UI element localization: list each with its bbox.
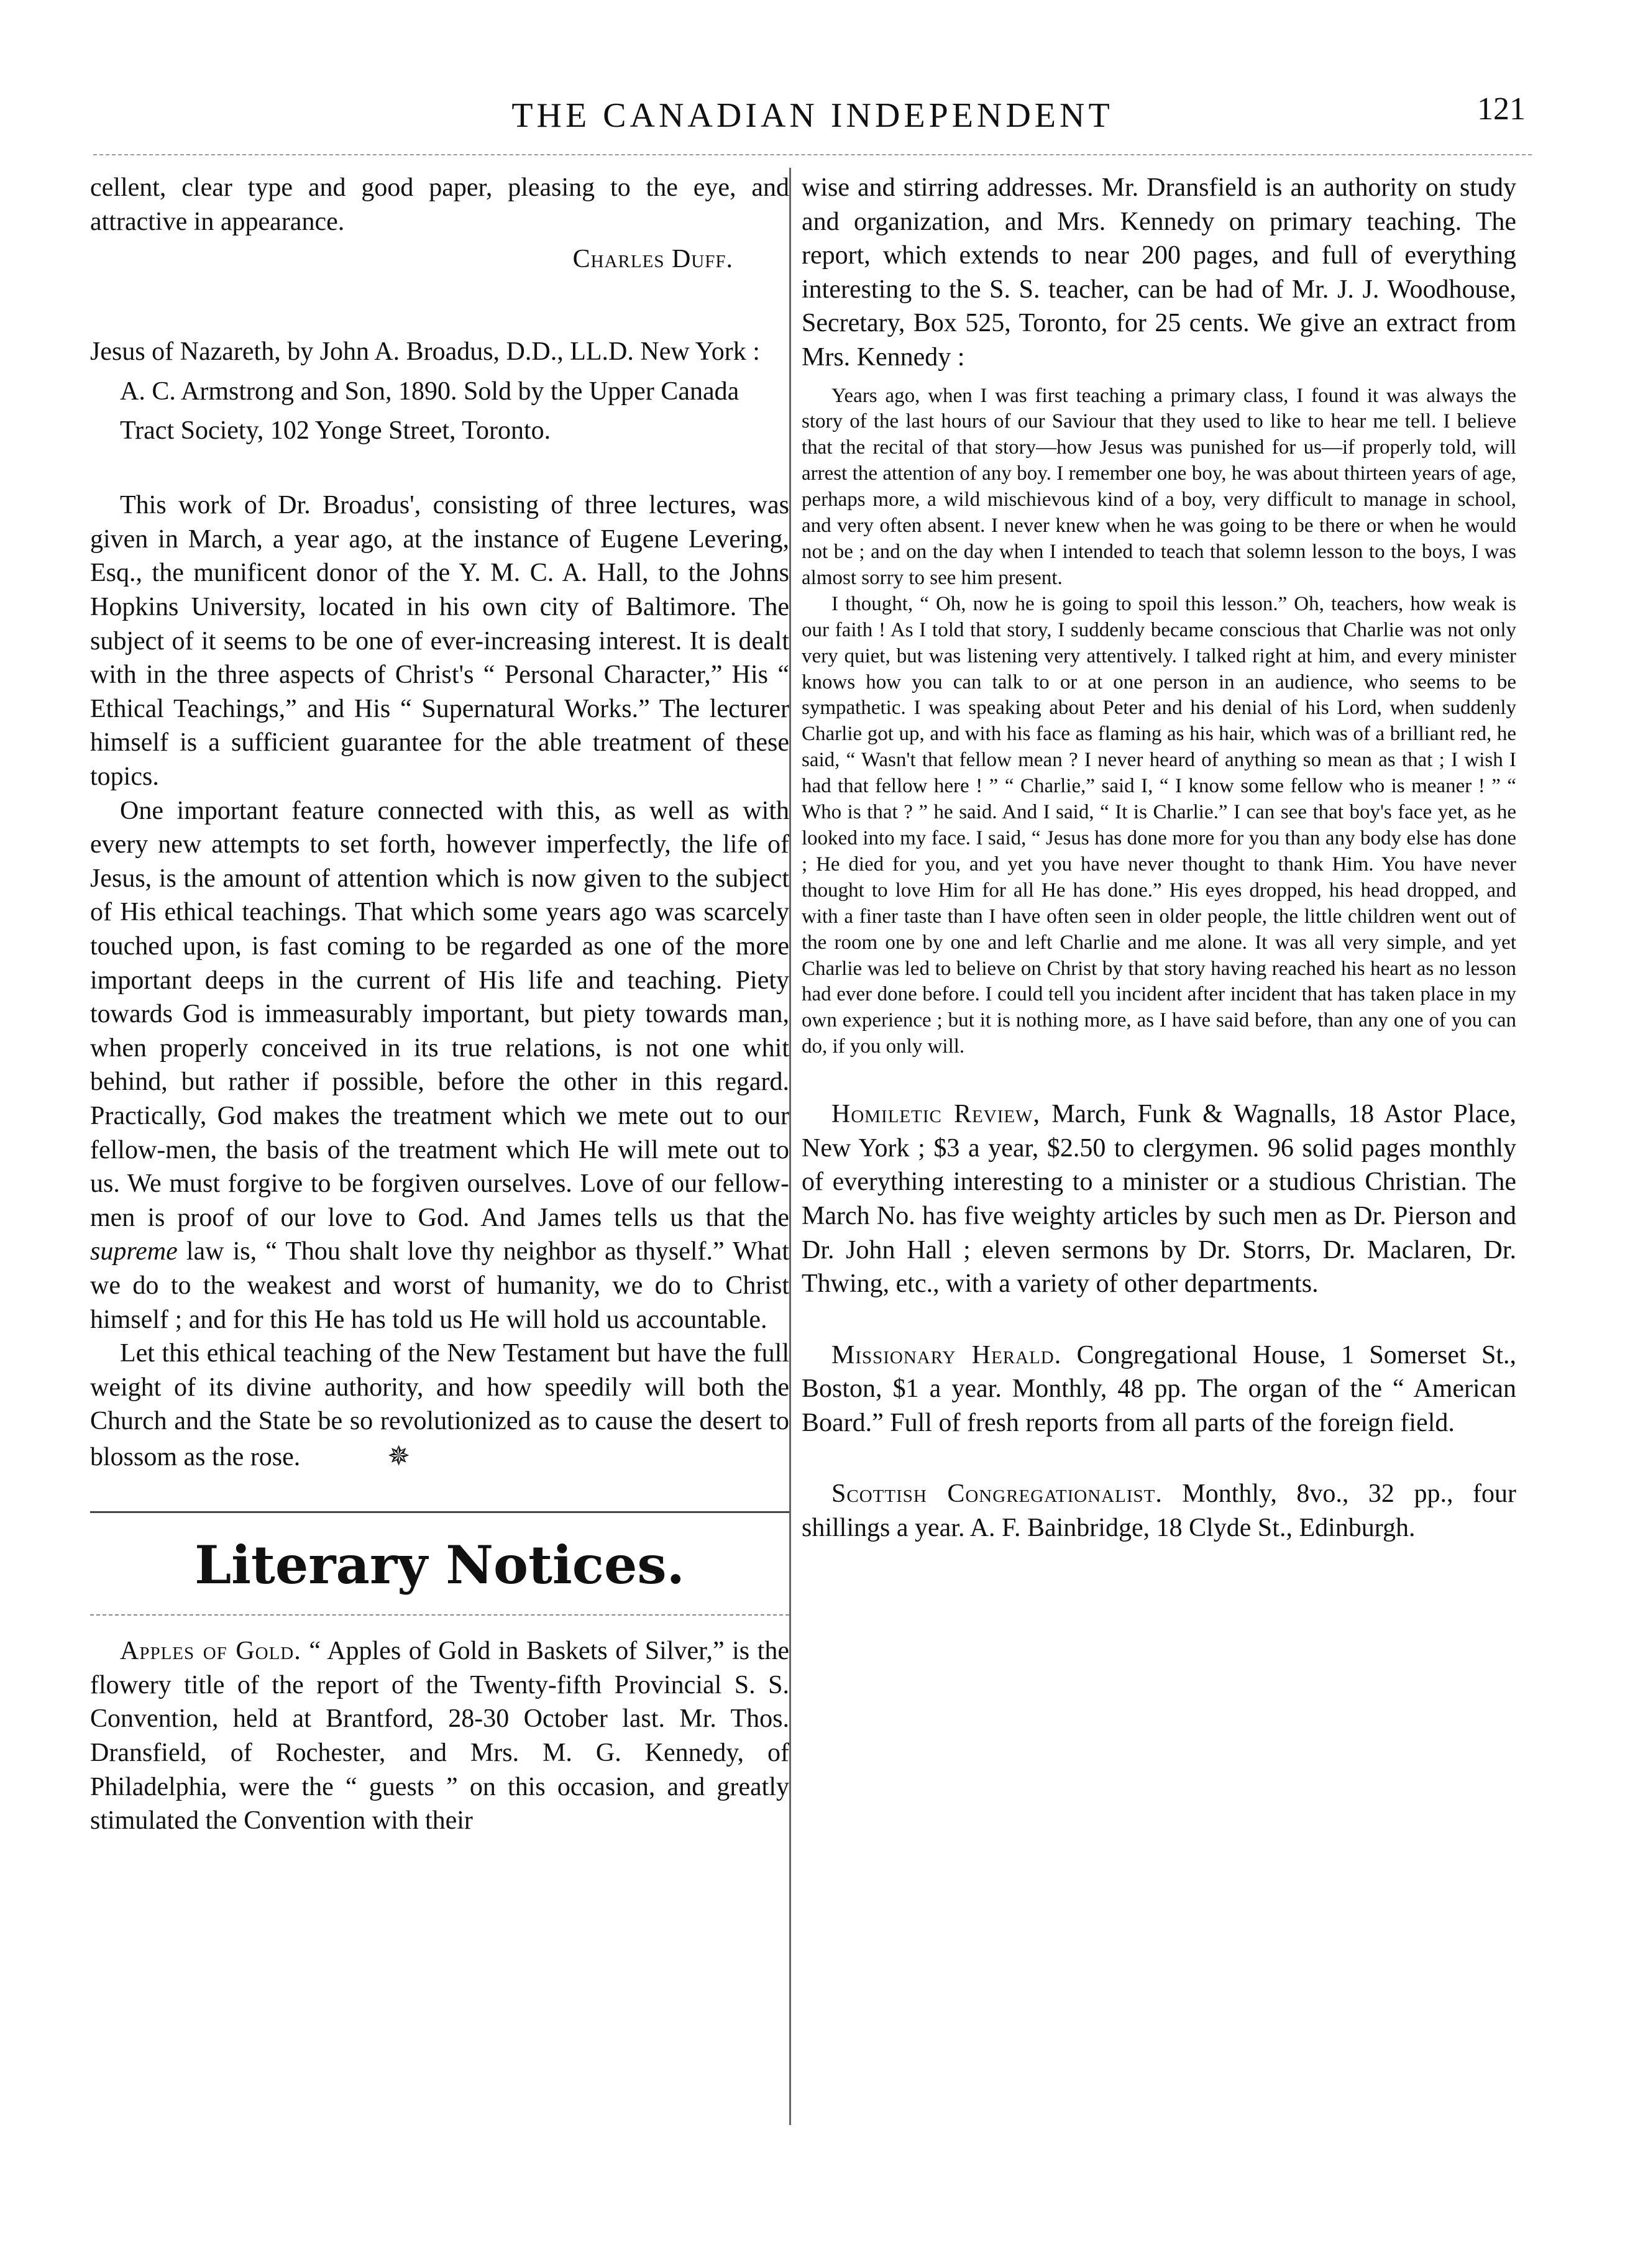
ornament-icon: ✵ [387,1440,411,1471]
book-entry: Jesus of Nazareth, by John A. Broadus, D.D., LL.D. New York : A. C. Armstrong and Son, 1890. Sold by the Upper Canada Tract Society, 102 Yonge Street, Toronto. [90,337,760,446]
paragraph-2-part-2: law is, “ Thou shalt love thy neighbor as thyself.” What we do to the weakest and worst of humanity, we do to Christ himself ; and for this He has told us He will hold us accountable. [90,1237,789,1334]
spacer [802,1440,1516,1477]
section-rule [90,1511,789,1513]
quote-paragraph-1: Years ago, when I was first teaching a primary class, I found it was always the story of the last hours of our Saviour that they used to like to hear me tell. I believe that the recital of that story—how Jesus was punished for us—if properly told, will arrest the attention of any boy. I remember one boy, he was about thirteen years of age, perhaps more, a wild mischievous kind of a boy, very difficult to manage in school, and very often absent. I never knew when he was going to be there or when he would not be ; and on the day when I intended to teach that solemn lesson to the boys, I was almost sorry to see him present. [802,384,1516,589]
opening-paragraph: cellent, clear type and good paper, pleasing to the eye, and attractive in appearance. [90,173,789,236]
homiletic-notice [802,1097,1516,1301]
scottish-text: Monthly, 8vo., 32 pp., four shillings a year. A. F. Bainbridge, 18 Clyde St., Edinburgh. [802,1479,1516,1543]
paragraph-2-part-1: One important feature connected with this, as well as with every new attempts to set forth, however imperfectly, the life of Jesus, is the amount of attention which is now given to the subject of His ethical teachings. That which some years ago was scarcely touched upon, is fast coming to be regarded as one of the more important deeps in the current of His life and teaching. Piety towards God is immeasurably important, but piety towards man, when properly conceived in its true relations, is not one whit behind, but rather if possible, before the other in this regard. Practically, God makes the treatment which we mete out to our fellow-men, the basis of the treatment which He will mete out to us. We must forgive to be forgiven ourselves. Love of our fellow-men is proof of our love to God. And James tells us that the [90,796,789,1232]
quote-paragraph-2: I thought, “ Oh, now he is going to spoil this lesson.” Oh, teachers, how weak is our faith ! As I told that story, I suddenly became conscious that Charlie was not only very quiet, but was listening very attentively. I talked right at him, and every minister knows how you can talk to or at one person in an audience, who seems to be sympathetic. I was speaking about Peter and his denial of his Lord, when suddenly Charlie got up, and with his face as flaming as his hair, which was of a brilliant red, he said, “ Wasn't that fellow mean ? I never heard of anything so mean as that ; I wish I had that fellow here ! ” “ Charlie,” said I, “ I know some fellow who is meaner ! ” “ Who is that ? ” he said. And I said, “ It is Charlie.” I can see that boy's face yet, as he looked into my face. I said, “ Jesus has done more for you than any body else has done ; He died for you, and yet you have never thought to thank Him. You have never thought to love Him for all He has done.” His eyes dropped, his head dropped, and with a finer taste than I have often seen in older people, the little children went out of the room one by one and left Charlie and me alone. It was all very simple, and yet Charlie was led to believe on Christ by that story having reached his heart as no lesson had ever done before. I could tell you incident after incident that has taken place in my own experience ; but it is nothing more, as I have said before, than any one of you can do, if you only will. [802,592,1516,1058]
review-paragraph-1: This work of Dr. Broadus', consisting of three lectures, was given in March, a year ago, at the instance of Eugene Levering, Esq., the munificent donor of the Y. M. C. A. Hall, to the Johns Hopkins University, located in his own city of Baltimore. The subject of it seems to be one of ever-increasing interest. It is dealt with in the three aspects of Christ's “ Personal Character,” His “ Ethical Teachings,” and His “ Supernatural Works.” The lecturer himself is a sufficient guarantee for the able treatment of these topics. [90,491,789,792]
review-paragraph-3 [90,1337,789,1474]
emphasis-word: supreme [90,1237,178,1266]
running-title: THE CANADIAN INDEPENDENT [511,96,1114,135]
spacer [90,451,789,488]
spacer [90,1616,789,1634]
section-heading: Literary Notices. [195,1534,685,1596]
left-column [90,171,789,1838]
paragraph-3-text: Let this ethical teaching of the New Testament but have the full weight of its divine authority, and how speedily will both the Church and the State be so revolutionized as to cause the desert to blossom as the rose. [90,1339,789,1471]
column-divider [789,168,791,2125]
page-number: 121 [1477,91,1526,127]
missionary-notice [802,1338,1516,1440]
homiletic-text: March, Funk & Wagnalls, 18 Astor Place, New York ; $3 a year, $2.50 to clergymen. 96 solid pages monthly of everything interesting to a minister or a studious Christian. The March No. has five weighty articles by such men as Dr. Pierson and Dr. John Hall ; eleven sermons by Dr. Storrs, Dr. Maclaren, Dr. Thwing, etc., with a variety of other departments. [802,1100,1516,1299]
missionary-title: Missionary Herald. [831,1340,1062,1369]
spacer [802,1060,1516,1097]
signature: Charles Duff. [572,245,733,274]
missionary-text: Congregational House, 1 Somerset St., Boston, $1 a year. Monthly, 48 pp. The organ of the “ American Board.” Full of fresh reports from all parts of the foreign field. [802,1340,1517,1437]
header-rule [93,154,1532,155]
spacer [802,1301,1516,1338]
scottish-title: Scottish Congregationalist. [831,1479,1163,1509]
spacer [802,375,1516,383]
homiletic-title: Homiletic Review, [831,1100,1040,1129]
apples-notice [90,1634,789,1838]
apples-text: “ Apples of Gold in Baskets of Silver,” is the flowery title of the report of the Twenty-fifth Provincial S. S. Convention, held at Brantford, 28-30 October last. Mr. Thos. Dransfield, of Rochester, and Mrs. M. G. Kennedy, of Philadelphia, were the “ guests ” on this occasion, and greatly stimulated the Convention with their [90,1637,790,1836]
scottish-notice [802,1477,1516,1545]
right-column [802,171,1516,1545]
review-paragraph-2 [90,794,789,1337]
spacer [90,277,789,332]
continuation-paragraph: wise and stirring addresses. Mr. Dransfield is an authority on study and organization, and Mrs. Kennedy on primary teaching. The report, which extends to near 200 pages, and full of everything interesting to the S. S. teacher, can be had of Mr. J. J. Woodhouse, Secretary, Box 525, Toronto, for 25 cents. We give an extract from Mrs. Kennedy : [802,173,1516,372]
apples-title: Apples of Gold. [120,1637,301,1666]
